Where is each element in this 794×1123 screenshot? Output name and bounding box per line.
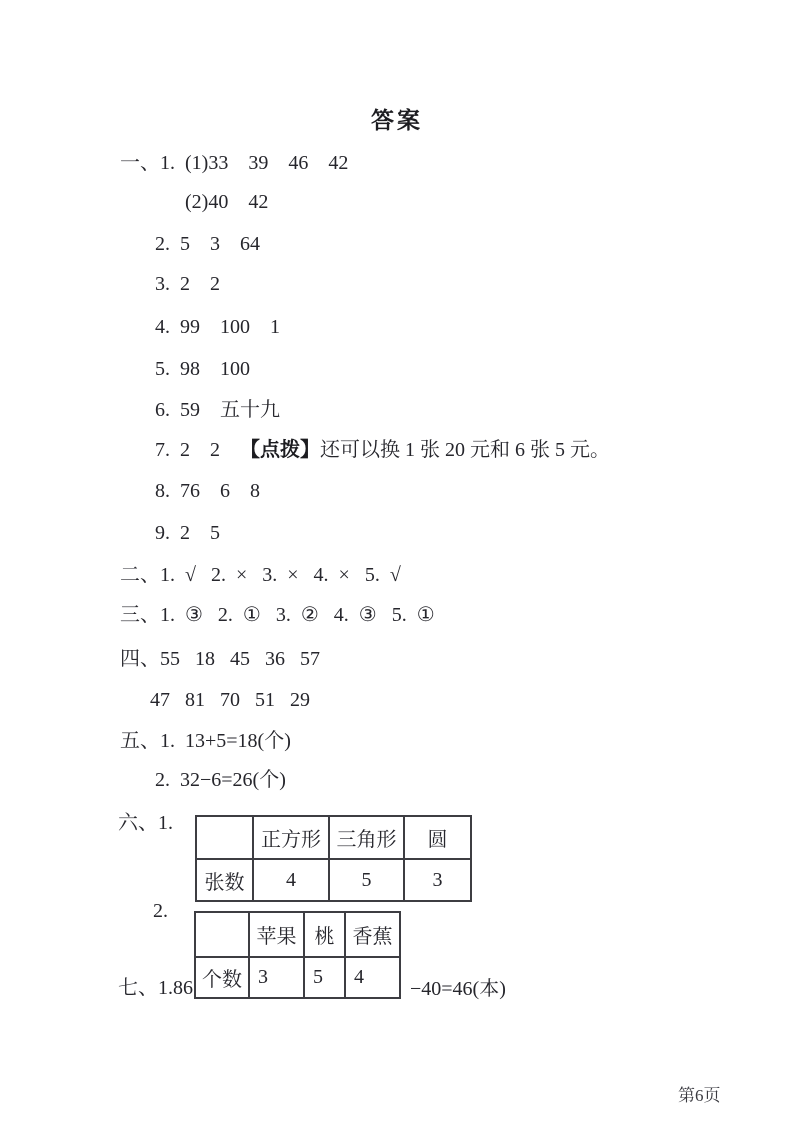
- fruits-table-value-apple: 3: [249, 957, 304, 998]
- answer-line-5-2: 2. 32−6=26(个): [155, 769, 286, 791]
- answer-line-7-suffix: −40=46(本): [410, 978, 506, 1000]
- answer-line-6-1-label: 六、1.: [118, 812, 173, 834]
- answer-line-1-1: 一、1. (1)33 39 46 42: [120, 152, 349, 174]
- fruits-table-value-peach: 5: [304, 957, 345, 998]
- table-row: [196, 816, 471, 859]
- fruits-count-table: [194, 911, 401, 999]
- answer-line-4-row2: 47 81 70 51 29: [150, 689, 310, 711]
- answer-line-1-3: 3. 2 2: [155, 273, 220, 295]
- answer-line-1-1-2: (2)40 42: [185, 191, 269, 213]
- answer-line-4-row1: 四、55 18 45 36 57: [120, 648, 320, 670]
- answer-line-3: 三、1. ③ 2. ① 3. ② 4. ③ 5. ①: [120, 604, 435, 626]
- shapes-table-value-triangle: 5: [329, 859, 404, 901]
- answer-line-2: 二、1. √ 2. × 3. × 4. × 5. √: [120, 564, 401, 586]
- answer-line-7-prefix: 七、1.86: [118, 977, 193, 999]
- shapes-table-header-triangle: 三角形: [329, 816, 404, 859]
- shapes-table-corner-cell: [196, 816, 253, 859]
- answer-line-1-6: 6. 59 五十九: [155, 399, 280, 421]
- shapes-table-value-circle: 3: [404, 859, 471, 901]
- table-row: [196, 859, 471, 901]
- answer-line-1-7-values: 7. 2 2: [155, 439, 240, 461]
- answer-line-1-4: 4. 99 100 1: [155, 316, 280, 338]
- answer-line-1-7: [155, 438, 610, 462]
- shapes-table-row-label: 张数: [196, 859, 253, 901]
- answer-line-1-9: 9. 2 5: [155, 522, 220, 544]
- table-row: [195, 912, 400, 957]
- shapes-table-header-circle: 圆: [404, 816, 471, 859]
- tip-text: 还可以换 1 张 20 元和 6 张 5 元。: [320, 439, 610, 461]
- fruits-table-header-apple: 苹果: [249, 912, 304, 957]
- shapes-table-header-square: 正方形: [253, 816, 329, 859]
- page-number: 第6页: [678, 1086, 721, 1105]
- answer-line-1-8: 8. 76 6 8: [155, 480, 260, 502]
- fruits-table-row-label: 个数: [195, 957, 249, 998]
- fruits-table-header-peach: 桃: [304, 912, 345, 957]
- shapes-count-table: [195, 815, 472, 902]
- shapes-table-value-square: 4: [253, 859, 329, 901]
- answer-line-6-2-label: 2.: [153, 900, 168, 922]
- fruits-table-value-banana: 4: [345, 957, 400, 998]
- answer-line-5-1: 五、1. 13+5=18(个): [120, 730, 291, 752]
- tip-label: 【点拨】: [240, 439, 320, 461]
- page-title: 答案: [371, 107, 423, 133]
- answer-line-1-2: 2. 5 3 64: [155, 233, 260, 255]
- fruits-table-header-banana: 香蕉: [345, 912, 400, 957]
- answer-line-1-5: 5. 98 100: [155, 358, 250, 380]
- fruits-table-corner-cell: [195, 912, 249, 957]
- table-row: [195, 957, 400, 998]
